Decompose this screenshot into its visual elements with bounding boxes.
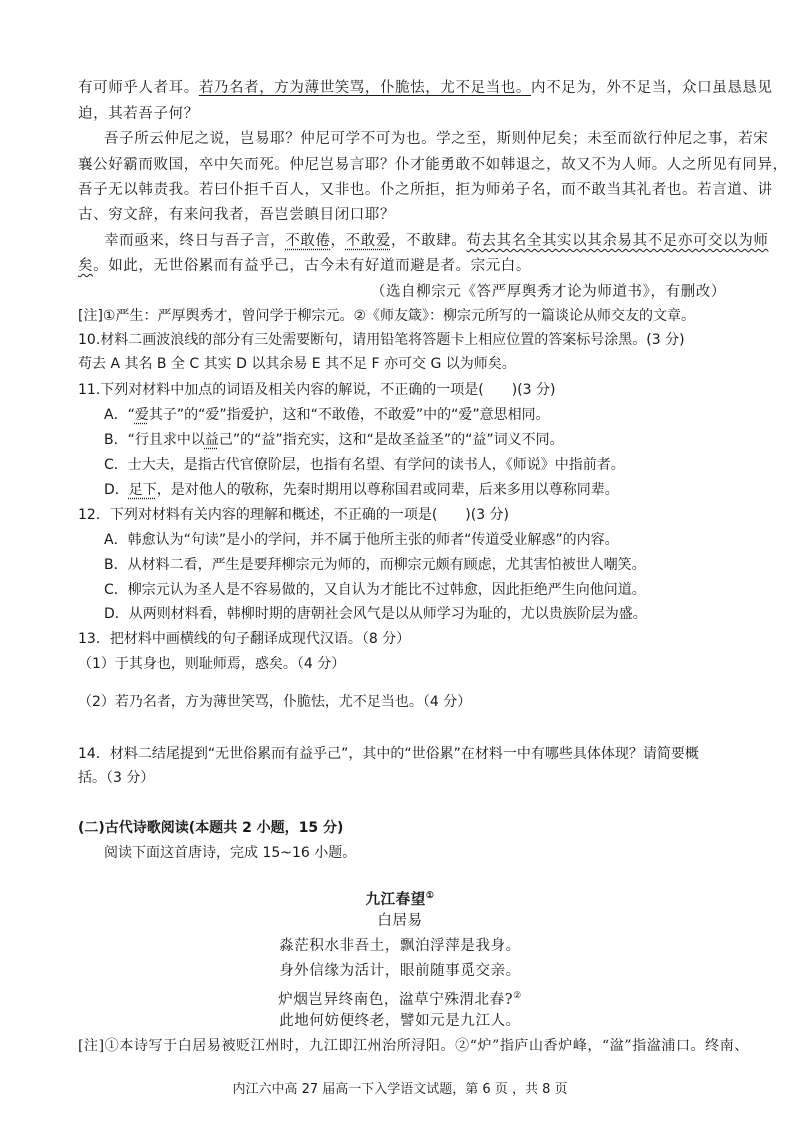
question-12-option-b: B．从材料二看，严生是要拜柳宗元为师的，而柳宗元颇有顾虑，尤其害怕被世人嘲笑。 — [104, 557, 646, 573]
poem-line: 淼茫积水非吾土，飘泊浮萍是我身。 — [279, 938, 521, 954]
question-13-sub-1: （1）于其身也，则耻师焉，惑矣。（4 分） — [78, 656, 346, 672]
passage-text: 幸而亟来，终日与吾子言， — [104, 233, 286, 249]
dotted-phrase: 不敢爱 — [345, 233, 391, 249]
option-text: A．“ — [104, 407, 135, 423]
poem-title — [0, 886, 800, 910]
section-intro: 阅读下面这首唐诗，完成 15~16 小题。 — [104, 845, 357, 861]
poem-line — [0, 986, 800, 1010]
question-11-option-a — [104, 405, 550, 425]
wavy-sentence: 矣 — [78, 258, 94, 274]
poem-note: [注]①本诗写于白居易被贬江州时，九江即江州治所浔阳。②“炉”指庐山香炉峰，“湓”指湓浦口。终南、 — [78, 1038, 749, 1054]
question-14-line-2: 括。（3 分） — [78, 770, 155, 786]
option-text: 其子”的“爱”指爱护，这和“不敢倦，不敢爱”中的“爱”意思相同。 — [148, 407, 550, 423]
passage-line: 吾子无以韩责我。若曰仆拒千百人，又非也。仆之所拒，拒为师弟子名，而不敢当其礼者也。若言道、讲 — [78, 182, 773, 198]
question-11-stem: 11.下列对材料中加点的词语及相关内容的解说，不正确的一项是( )(3 分) — [78, 382, 556, 398]
poem-line: 此地何妨便终老，譬如元是九江人。 — [279, 1013, 521, 1029]
underlined-sentence: 若乃名者，方为薄世笑骂，仆脆怯，尤不足当也。 — [198, 80, 532, 96]
passage-text: 。如此，无世俗累而有益乎己，古今未有好道而避是者。宗元白。 — [93, 258, 532, 274]
passage-text: 有可师乎人者耳。 — [78, 80, 199, 96]
punct: ， — [330, 233, 346, 249]
passage-line: 襄公好霸而败国，卒中矢而死。仲尼岂易言耶？仆才能勇敢不如韩退之，故又不为人师。人之所见有同异， — [78, 157, 788, 173]
poem-author: 白居易 — [377, 913, 423, 929]
wavy-sentence: 苟去其名全其实以其余易其不足亦可交以为师 — [466, 233, 769, 249]
passage-source: （选自柳宗元《答严厚舆秀才论为师道书》，有删改） — [370, 284, 726, 300]
question-10-marked-text: 苟去 A 其名 B 全 C 其实 D 以其余易 E 其不足 F 亦可交 G 以为师矣。 — [78, 356, 516, 372]
passage-text: ，不敢肆。 — [390, 233, 467, 249]
passage-line: 迫，其若吾子何？ — [78, 106, 199, 122]
option-text: ，是对他人的敬称，先秦时期用以尊称国君或同辈，后来多用以尊称同辈。 — [156, 482, 619, 498]
question-12-option-a: A．韩愈认为“句读”是小的学问，并不属于他所主张的师者“传道受业解惑”的内容。 — [104, 532, 619, 548]
question-13-sub-2: （2）若乃名者，方为薄世笑骂，仆脆怯，尤不足当也。（4 分） — [78, 694, 472, 710]
option-text: 己”的“益”指充实，这和“是故圣益圣”的“益”词义不同。 — [218, 432, 564, 448]
passage-line — [78, 256, 531, 276]
poem-line: 身外信缘为活计，眼前随事觅交亲。 — [279, 963, 521, 979]
passage-text: 内不足为，外不足当，众口虽恳恳见 — [531, 80, 773, 96]
dotted-word: 益 — [204, 432, 219, 448]
page-footer: 内江六中高 27 届高一下入学语文试题，第 6 页 ，共 8 页 — [232, 1082, 568, 1097]
option-text: B．“行且求中以 — [104, 432, 205, 448]
poem-line-text: 炉烟岂异终南色，湓草宁殊渭北春? — [278, 991, 514, 1008]
dotted-word: 足下 — [128, 482, 157, 498]
poem-title-text: 九江春望 — [365, 890, 426, 908]
question-10-stem: 10.材料二画波浪线的部分有三处需要断句，请用铅笔将答题卡上相应位置的答案标号涂黑。(3 分) — [78, 332, 685, 348]
question-14-line-1: 14．材料二结尾提到“无世俗累而有益乎己”，其中的“世俗累”在材料一中有哪些具体体现？请简要概 — [78, 746, 699, 762]
question-12-stem: 12．下列对材料有关内容的理解和概述，不正确的一项是( )(3 分) — [78, 507, 510, 523]
question-11-option-b — [104, 430, 564, 450]
section-heading: (二)古代诗歌阅读(本题共 2 小题，15 分) — [78, 820, 344, 836]
passage-note: [注]①严生：严厚舆秀才，曾问学于柳宗元。②《师友箴》：柳宗元所写的一篇谈论从师交友的文章。 — [78, 308, 696, 324]
passage-line — [104, 231, 768, 251]
question-13-stem: 13．把材料中画横线的句子翻译成现代汉语。（8 分） — [78, 631, 411, 647]
note-mark: ① — [425, 891, 435, 901]
question-12-option-c: C．柳宗元认为圣人是不容易做的，又自认为才能比不过韩愈，因此拒绝严生向他问道。 — [104, 582, 646, 598]
option-text: D． — [104, 482, 129, 498]
dotted-phrase: 不敢倦 — [285, 233, 331, 249]
note-mark: ② — [513, 991, 522, 1001]
question-11-option-d — [104, 480, 619, 500]
passage-line: 古、穷文辞，有来问我者，吾岂尝瞋目闭口耶？ — [78, 207, 396, 223]
question-12-option-d: D．从两则材料看，韩柳时期的唐朝社会风气是以从师学习为耻的，尤以贵族阶层为盛。 — [104, 606, 647, 622]
passage-line — [78, 78, 773, 98]
dotted-word: 爱 — [134, 407, 149, 423]
question-11-option-c: C．士大夫，是指古代官僚阶层，也指有名望、有学问的读书人，《师说》中指前者。 — [104, 457, 625, 473]
passage-line: 吾子所云仲尼之说，岂易耶？仲尼可学不可为也。学之至，斯则仲尼矣；未至而欲行仲尼之事，若宋 — [104, 131, 769, 147]
